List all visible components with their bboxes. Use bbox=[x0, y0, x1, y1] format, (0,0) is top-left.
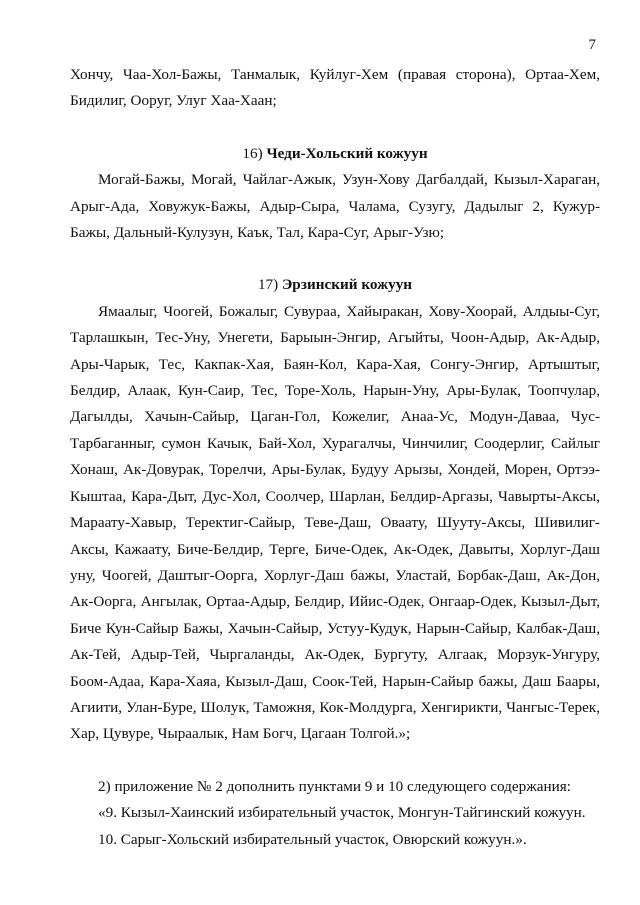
amendment-point-9: «9. Кызыл-Хаинский избирательный участок, Монгун-Тайгинский кожуун. bbox=[98, 804, 586, 822]
section-16-number: 16) bbox=[242, 144, 263, 162]
paragraph-continuation: Хончу, Чаа-Хол-Бажы, Танмалык, Куйлуг-Хем (правая сторона), Ортаа-Хем, Бидилиг, Ооруг, Улуг Хаа-Хаан; bbox=[70, 66, 600, 110]
section-17-heading bbox=[70, 272, 600, 298]
section-17-text: Ямаалыг, Чоогей, Божалыг, Сувураа, Хайыракан, Хову-Хоорай, Алдыы-Суг, Тарлашкын, Тес-Уну, Унегети, Барыын-Энгир, Агыйты, Чоон-Адыр, Ак-Адыр, Ары-Чарык, Тес, Какпак-Хая, Баян-Кол, Кара-Хая, Сонгу-Энгир, Артыштыг, Белдир, Алаак, Кун-Саир, Тес, Торе-Холь, Нарын-Уну, Ары-Булак, Тоопчулар, Дагылды, Хачын-Сайыр, Цаган-Гол, Кожелиг, Анаа-Ус, Модун-Даваа, Чус-Тарбаганныг, сумон Качык, Бай-Хол, Хурагалчы, Чинчилиг, Соодерлиг, Сайлыг Хонаш, Ак-Довурак, Торелчи, Ары-Булак, Будуу Арызы, Хондей, Морен, Ортээ-Кыштаа, Кара-Дыт, Дус-Хол, Соолчер, Шарлан, Белдир-Аргазы, Чавырты-Аксы, Мараату-Хавыр, Теректиг-Сайыр, Теве-Даш, Оваату, Шууту-Аксы, Шивилиг-Аксы, Кажаату, Биче-Белдир, Терге, Биче-Одек, Ак-Одек, Давыты, Хорлуг-Даш уну, Чоогей, Даштыг-Оорга, Хорлуг-Даш бажы, Уластай, Борбак-Даш, Ак-Дон, Ак-Оорга, Ангылак, Ортаа-Адыр, Белдир, Ийис-Одек, Онгаар-Одек, Кызыл-Дыт, Биче Кун-Сайыр Бажы, Хачын-Сайыр, Устуу-Кудук, Нарын-Сайыр, Калбак-Даш, Ак-Тей, Адыр-Тей, Чыргаланды, Ак-Одек, Бургуту, Алгаак, Морзук-Унгуру, Боом-Адаа, Кара-Хаяа, Кызыл-Даш, Соок-Тей, Нарын-Сайыр бажы, Даш Баары, Агиити, Улан-Буре, Шолук, Таможня, Кок-Молдурга, Хенгирикти, Чангыс-Терек, Хар, Цувуре, Чыраалык, Нам Богч, Цагаан Толгой.»; bbox=[70, 302, 600, 743]
section-16-heading bbox=[70, 141, 600, 167]
amendment-point-10: 10. Сарыг-Хольский избирательный участок, Овюрский кожуун.». bbox=[98, 830, 527, 848]
amendment-item-2: 2) приложение № 2 дополнить пунктами 9 и 10 следующего содержания: bbox=[98, 777, 571, 795]
section-17-number: 17) bbox=[257, 276, 279, 294]
section-16-text: Могай-Бажы, Могай, Чайлаг-Ажык, Узун-Хову Дагбалдай, Кызыл-Хараган, Арыг-Ада, Ховужук-Бажы, Адыр-Сыра, Чалама, Сузугу, Дадылыг 2, Кужур-Бажы, Дальный-Кулузун, Каък, Тал, Кара-Суг, Арыг-Узю; bbox=[70, 171, 600, 242]
section-17-title: Эрзинский кожуун bbox=[282, 276, 413, 294]
section-16-title: Чеди-Хольский кожуун bbox=[266, 144, 428, 162]
document-body bbox=[70, 62, 600, 853]
page-number: 7 bbox=[588, 37, 596, 53]
